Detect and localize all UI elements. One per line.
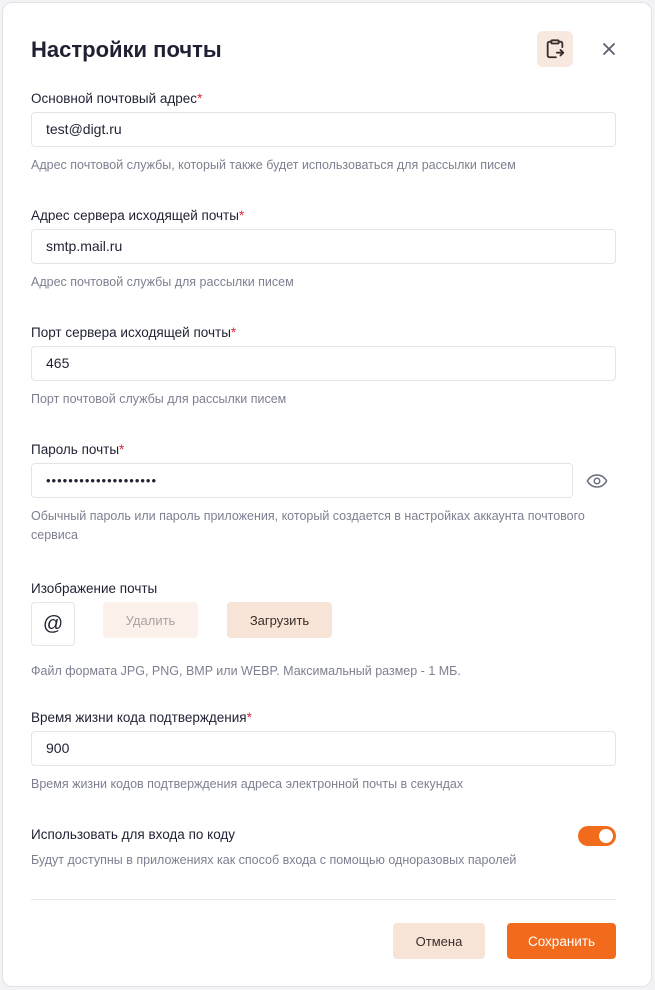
code-login-toggle[interactable]: [578, 826, 616, 846]
password-input[interactable]: ••••••••••••••••••••: [31, 463, 573, 498]
smtp-port-field-group: [31, 324, 616, 414]
close-button[interactable]: [597, 37, 621, 61]
password-label: Пароль почты*: [31, 442, 125, 457]
code-login-label: Использовать для входа по коду: [31, 827, 236, 842]
cancel-button[interactable]: Отмена: [393, 923, 485, 959]
export-settings-button[interactable]: [537, 31, 573, 67]
required-mark: *: [238, 208, 245, 223]
toggle-knob: [599, 829, 613, 843]
upload-image-button[interactable]: Загрузить: [227, 602, 332, 638]
smtp-port-hint: Порт почтовой службы для рассылки писем: [31, 392, 287, 406]
save-button[interactable]: Сохранить: [507, 923, 616, 959]
password-field-group: [31, 441, 616, 551]
email-label: Основной почтовый адрес*: [31, 91, 203, 106]
at-sign-icon: @: [42, 612, 64, 635]
code-lifetime-label: Время жизни кода подтверждения*: [31, 710, 252, 725]
email-field-group: [31, 90, 616, 180]
smtp-server-input[interactable]: smtp.mail.ru: [31, 229, 616, 264]
mail-settings-dialog: [2, 2, 652, 987]
code-lifetime-input[interactable]: 900: [31, 731, 616, 766]
mail-image-preview: [31, 602, 75, 646]
smtp-port-input[interactable]: 465: [31, 346, 616, 381]
smtp-server-hint: Адрес почтовой службы для рассылки писем: [31, 275, 294, 289]
code-lifetime-hint: Время жизни кодов подтверждения адреса электронной почты в секундах: [31, 777, 464, 791]
image-field-group: [31, 580, 616, 680]
required-mark: *: [230, 325, 237, 340]
close-icon: [601, 41, 617, 57]
smtp-port-label: Порт сервера исходящей почты*: [31, 325, 237, 340]
clipboard-export-icon: [544, 38, 566, 60]
code-login-field-group: [31, 826, 616, 876]
footer-divider: [31, 899, 616, 900]
code-login-hint: Будут доступны в приложениях как способ входа с помощью одноразовых паролей: [31, 853, 517, 867]
image-hint: Файл формата JPG, PNG, BMP или WEBP. Максимальный размер - 1 МБ.: [31, 664, 461, 678]
code-lifetime-field-group: [31, 709, 616, 799]
show-password-button[interactable]: [585, 469, 609, 493]
smtp-server-field-group: [31, 207, 616, 297]
required-mark: *: [197, 91, 203, 106]
required-mark: *: [119, 442, 125, 457]
required-mark: *: [246, 710, 252, 725]
eye-icon: [586, 473, 608, 489]
image-label: Изображение почты: [31, 581, 158, 596]
smtp-server-label: Адрес сервера исходящей почты*: [31, 208, 245, 223]
email-hint: Адрес почтовой службы, который также будет использоваться для рассылки писем: [31, 158, 516, 172]
delete-image-button[interactable]: Удалить: [103, 602, 198, 638]
password-hint: Обычный пароль или пароль приложения, который создается в настройках аккаунта почтового сервиса: [31, 509, 585, 542]
email-input[interactable]: test@digt.ru: [31, 112, 616, 147]
dialog-title: Настройки почты: [31, 37, 222, 62]
